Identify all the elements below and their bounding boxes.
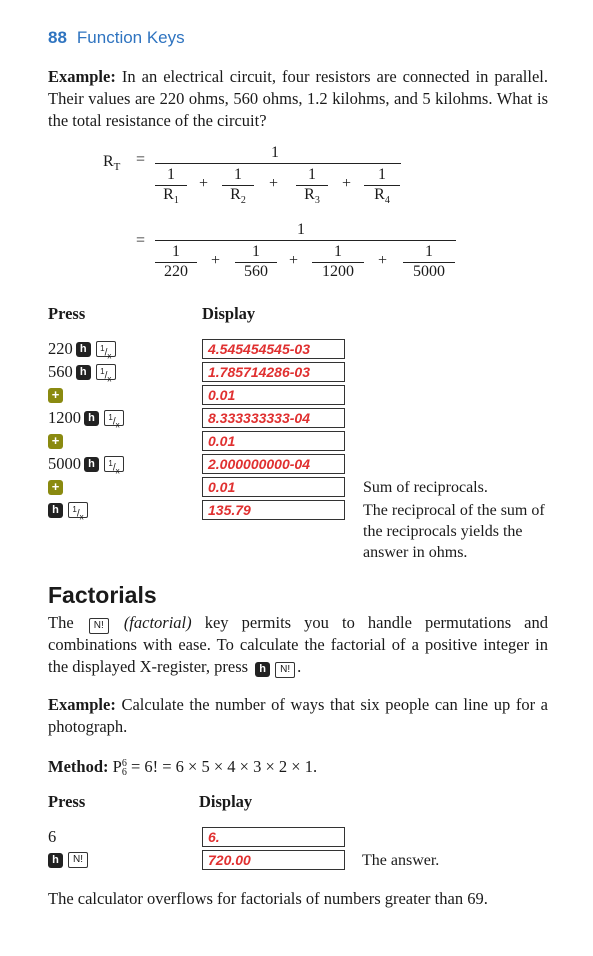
reciprocal-key: $^1/_x$ xyxy=(96,341,116,357)
method-line: Method: P 6 6 = 6! = 6 × 5 × 4 × 3 × 2 × 1. xyxy=(48,757,318,779)
press-row-1: 220 h $^1/_x$ xyxy=(48,338,118,360)
example-paragraph xyxy=(48,66,548,132)
formula-plus-6: + xyxy=(378,252,388,269)
display-row-7: 0.01 xyxy=(202,477,345,497)
h-key: h xyxy=(48,503,63,518)
formula-main-bar-2 xyxy=(155,240,456,241)
formula-numerator-1: 1 xyxy=(271,144,279,161)
term-r3: $\frac{1}{R_3}$ xyxy=(296,166,328,206)
formula-plus-3: + xyxy=(342,175,352,192)
display-row-2: 1.785714286-03 xyxy=(202,362,345,382)
section-heading-factorials: Factorials xyxy=(48,582,157,608)
press-row-t2-2 xyxy=(48,849,90,871)
press-row-4: 1200 h $^1/_x$ xyxy=(48,407,126,429)
display-row-5: 0.01 xyxy=(202,431,345,451)
h-key: h xyxy=(84,457,99,472)
term-r4: $\frac{1}{R_4}$ xyxy=(364,166,400,206)
display-row-t2-2: 720.00 xyxy=(202,850,345,870)
term-r2: $\frac{1}{R_2}$ xyxy=(222,166,254,206)
reciprocal-key: $^1/_x$ xyxy=(104,456,124,472)
formula-lhs-sub: T xyxy=(113,161,121,174)
h-key: h xyxy=(84,411,99,426)
formula-plus-1: + xyxy=(199,175,209,192)
h-key: h xyxy=(255,662,270,677)
press-row-6: 5000 h $^1/_x$ xyxy=(48,453,126,475)
factorial-key: N! xyxy=(68,852,88,868)
reciprocal-key: $^1/_x$ xyxy=(96,364,116,380)
display-header-2: Display xyxy=(199,792,253,811)
note-answer: The answer. xyxy=(362,852,440,869)
h-key: h xyxy=(76,342,91,357)
term-r1-num: 1 xyxy=(167,166,175,183)
formula-numerator-2: 1 xyxy=(297,221,305,238)
formula-eq-1: = xyxy=(136,151,146,168)
term-560: $\frac{1}{560}$ xyxy=(235,243,277,281)
formula-plus-4: + xyxy=(211,252,221,269)
display-row-8: 135.79 xyxy=(202,500,345,520)
footer-text: The calculator overflows for factorials of numbers greater than 69. xyxy=(48,889,488,908)
page-number: 88 xyxy=(48,28,67,47)
term-r1-den: $R_1$ xyxy=(155,185,187,206)
term-5000: $\frac{1}{5000}$ xyxy=(403,243,455,281)
formula-lhs xyxy=(103,153,120,173)
page-header xyxy=(48,28,185,48)
press-row-7 xyxy=(48,476,63,498)
example-2: Example: Calculate the number of ways that six people can line up for a photograph. xyxy=(48,695,549,736)
formula-main-bar-1 xyxy=(155,163,401,164)
press-header-1: Press xyxy=(48,304,86,323)
term-220: $\frac{1}{220}$ xyxy=(155,243,197,281)
formula-eq-2: = xyxy=(136,232,146,249)
plus-key: + xyxy=(48,388,63,403)
press-row-2: 560 h $^1/_x$ xyxy=(48,361,118,383)
display-row-1: 4.545454545-03 xyxy=(202,339,345,359)
note-sum: Sum of reciprocals. xyxy=(363,479,488,496)
example-label: Example: xyxy=(48,67,116,86)
factorial-key: N! xyxy=(89,618,109,634)
plus-key: + xyxy=(48,434,63,449)
press-header-2: Press xyxy=(48,792,86,811)
display-header-1: Display xyxy=(202,304,256,323)
formula-lhs-r: R xyxy=(103,153,114,170)
press-row-3 xyxy=(48,384,63,406)
plus-key: + xyxy=(48,480,63,495)
reciprocal-key: $^1/_x$ xyxy=(68,502,88,518)
formula-plus-2: + xyxy=(269,175,279,192)
note-reciprocal: The reciprocal of the sum of the reciprocals yields the answer in ohms. xyxy=(363,502,545,561)
press-row-8 xyxy=(48,499,90,521)
display-row-6: 2.000000000-04 xyxy=(202,454,345,474)
display-row-t2-1: 6. xyxy=(202,827,345,847)
display-row-3: 0.01 xyxy=(202,385,345,405)
reciprocal-key: $^1/_x$ xyxy=(104,410,124,426)
press-row-5 xyxy=(48,430,63,452)
press-row-t2-1: 6 xyxy=(48,827,57,846)
factorial-key: N! xyxy=(275,662,295,678)
display-row-4: 8.333333333-04 xyxy=(202,408,345,428)
term-1200: $\frac{1}{1200}$ xyxy=(312,243,364,281)
h-key: h xyxy=(76,365,91,380)
page-header-title: Function Keys xyxy=(76,28,185,47)
factorials-intro: The N! (factorial) key permits you to handle permutations and combinations with ease. To calculate the factorial of a positive integer in the displayed X-register, press h N! . xyxy=(48,613,549,676)
example-text: In an electrical circuit, four resistors are connected in parallel. Their values are 220 ohms, 560 ohms, 1.2 kilohms, and 5 kilohms. What is the total resistance of the circuit? xyxy=(48,67,549,130)
h-key: h xyxy=(48,853,63,868)
term-r1 xyxy=(155,166,187,206)
formula-plus-5: + xyxy=(289,252,299,269)
